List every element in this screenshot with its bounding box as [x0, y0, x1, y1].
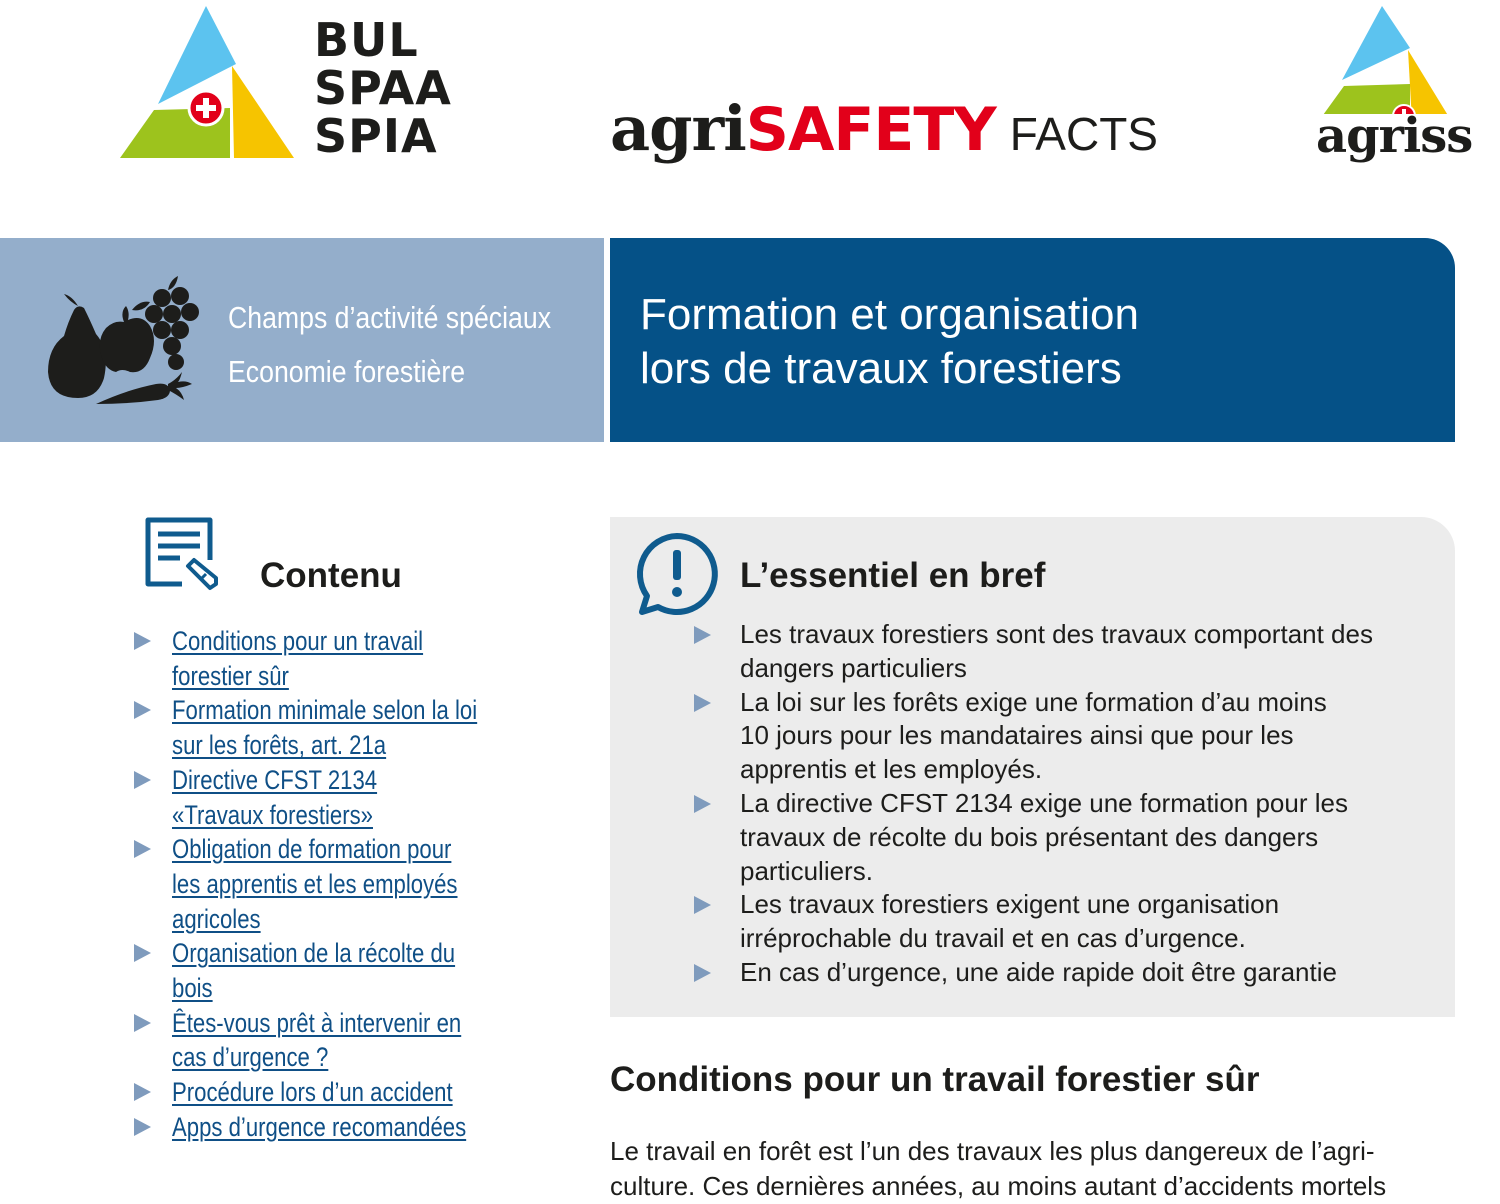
summary-item-text: En cas d’urgence, une aide rapide doit être garantie [740, 956, 1337, 987]
triangle-bullet-icon [134, 1083, 151, 1101]
toc-link-obligation-formation[interactable]: Obligation de formation pour les apprentis et les employés agricoles [172, 834, 458, 934]
toc-item [134, 832, 554, 936]
brand-safety: SAFETY [745, 95, 996, 165]
toc-item [134, 1075, 554, 1110]
brand-facts: FACTS [1009, 108, 1158, 160]
section-heading: Conditions pour un travail forestier sûr [610, 1060, 1260, 1099]
toc-item [134, 1110, 554, 1145]
summary-item-text: Les travaux forestiers sont des travaux comportant des dangers particuliers [740, 619, 1373, 683]
triangle-bullet-icon [134, 632, 151, 650]
toc-item [134, 763, 554, 832]
triangle-bullet-icon [694, 694, 711, 712]
toc-item [134, 624, 554, 693]
summary-item [694, 888, 1444, 956]
contents-heading: Contenu [260, 556, 402, 595]
bul-spaa-spia-logo [118, 4, 298, 164]
summary-item-text: La loi sur les forêts exige une formation d’au moins 10 jours pour les mandataires ainsi que pour les apprentis et les employés. [740, 686, 1327, 785]
toc-link-formation-minimale[interactable]: Formation minimale selon la loi sur les forêts, art. 21a [172, 695, 478, 761]
agriss-wordmark: agriss [1316, 108, 1473, 164]
agrisafety-facts-brand [610, 92, 1158, 165]
toc-link-apps-urgence[interactable]: Apps d’urgence recomandées [172, 1111, 467, 1142]
summary-item [694, 787, 1444, 888]
exclamation-speech-bubble-icon [634, 532, 720, 618]
triangle-bullet-icon [134, 1118, 151, 1136]
table-of-contents [134, 624, 554, 1145]
category-line-2: Economie forestière [228, 354, 466, 389]
page-title-line-1: Formation et organisation [640, 290, 1139, 339]
summary-list [694, 618, 1444, 990]
triangle-bullet-icon [694, 626, 711, 644]
logo-line-spaa: SPAA [314, 61, 452, 115]
page-title-line-2: lors de travaux forestiers [640, 344, 1122, 393]
toc-link-directive-cfst[interactable]: Directive CFST 2134 «Travaux forestiers» [172, 764, 378, 830]
toc-item [134, 693, 554, 762]
summary-item [694, 686, 1444, 787]
toc-link-organisation-recolte[interactable]: Organisation de la récolte du bois [172, 938, 456, 1004]
triangle-bullet-icon [694, 964, 711, 982]
toc-link-urgence[interactable]: Êtes-vous prêt à intervenir en cas d’urgence ? [172, 1007, 462, 1073]
toc-link-procedure-accident[interactable]: Procédure lors d’un accident [172, 1077, 453, 1108]
triangle-bullet-icon [694, 896, 711, 914]
category-line-1: Champs d’activité spéciaux [228, 300, 552, 335]
summary-item [694, 956, 1444, 990]
agriss-logo [1316, 4, 1456, 114]
title-banner [610, 238, 1455, 442]
logo-line-spia: SPIA [314, 109, 438, 163]
summary-item-text: Les travaux forestiers exigent une organisation irréprochable du travail et en cas d’urgence. [740, 889, 1280, 954]
section-body-text: Le travail en forêt est l’un des travaux les plus dangereux de l’agri- culture. Ces dernières années, au moins autant d’accidents mortels [610, 1136, 1387, 1201]
bul-spaa-spia-wordmark [314, 13, 452, 163]
triangle-bullet-icon [134, 944, 151, 962]
brand-agri: agri [610, 92, 746, 165]
triangle-bullet-icon [134, 701, 151, 719]
triangle-bullet-icon [134, 840, 151, 858]
triangle-bullet-icon [134, 771, 151, 789]
summary-heading: L’essentiel en bref [740, 556, 1046, 595]
toc-item [134, 936, 554, 1005]
triangle-bullet-icon [134, 1014, 151, 1032]
fruit-vegetable-icon [44, 272, 214, 412]
summary-item-text: La directive CFST 2134 exige une formation pour les travaux de récolte du bois présentant des dangers particuliers. [740, 787, 1348, 886]
toc-item [134, 1006, 554, 1075]
triangle-bullet-icon [694, 795, 711, 813]
document-edit-icon [144, 516, 224, 596]
toc-link-conditions[interactable]: Conditions pour un travail forestier sûr [172, 626, 424, 691]
summary-item [694, 618, 1444, 686]
logo-line-bul: BUL [314, 13, 419, 67]
